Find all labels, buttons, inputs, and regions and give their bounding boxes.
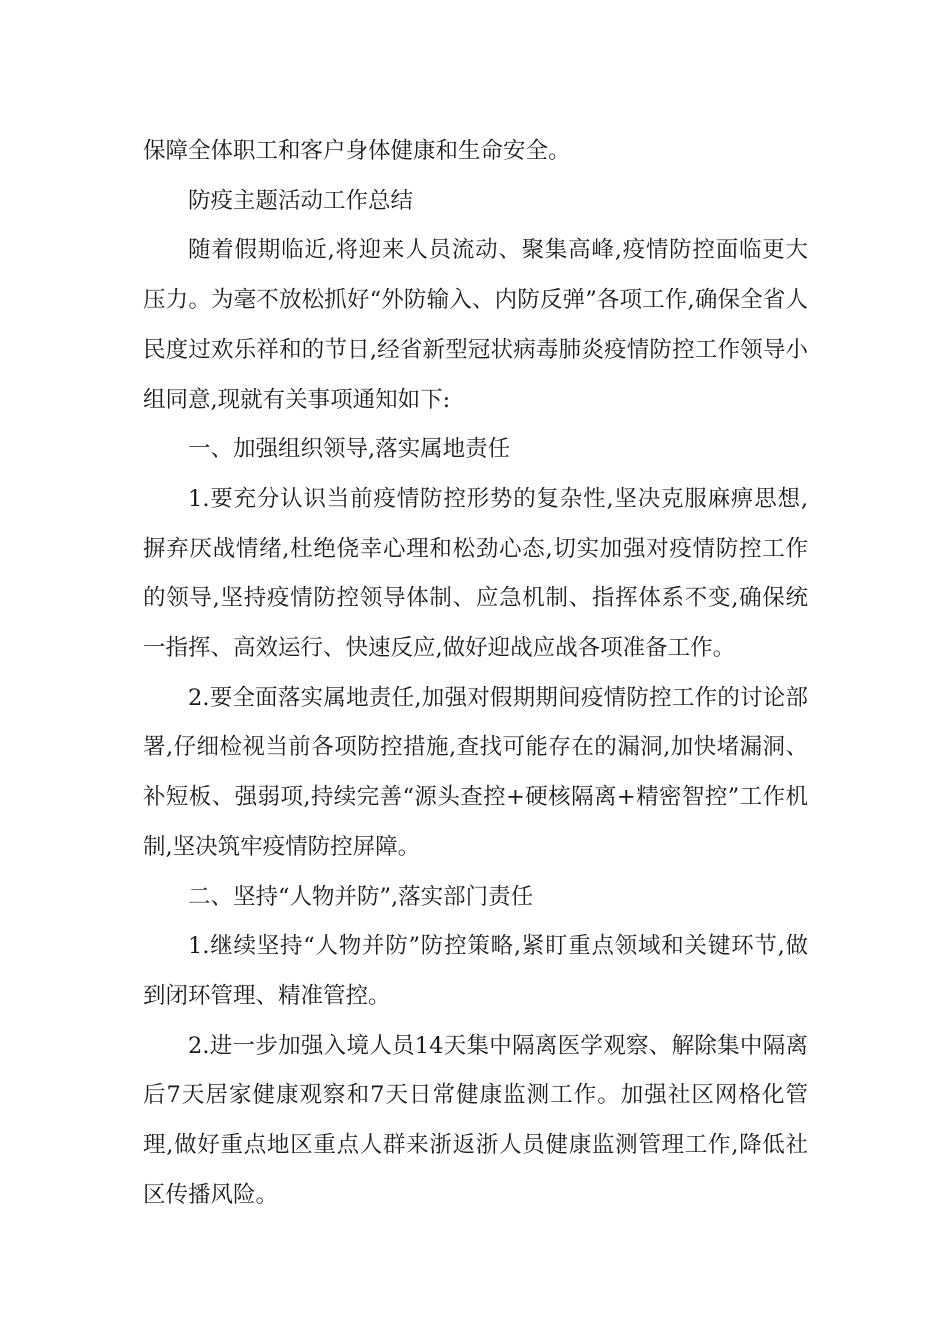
heading-section-2: 二、坚持“人物并防”,落实部门责任	[188, 883, 534, 910]
paragraph-section-2-item-2: 2.进一步加强入境人员14天集中隔离医学观察、解除集中隔离后7天居家健康观察和7天日常健康监测工作。加强社区网格化管理,做好重点地区重点人群来浙返浙人员健康监测管理工作,降低社区传播风险。	[143, 1032, 808, 1208]
heading-section-1: 一、加强组织领导,落实属地责任	[188, 436, 511, 463]
paragraph-section-2-item-1: 1.继续坚持“人物并防”防控策略,紧盯重点领域和关键环节,做到闭环管理、精准管控。	[143, 933, 808, 1009]
paragraph-intro: 随着假期临近,将迎来人员流动、聚集高峰,疫情防控面临更大压力。为毫不放松抓好“外防输入、内防反弹”各项工作,确保全省人民度过欢乐祥和的节日,经省新型冠状病毒肺炎疫情防控工作领导小组同意,现就有关事项通知如下:	[143, 237, 808, 413]
paragraph-section-1-item-2: 2.要全面落实属地责任,加强对假期期间疫情防控工作的讨论部署,仔细检视当前各项防控措施,查找可能存在的漏洞,加快堵漏洞、补短板、强弱项,持续完善“源头查控+硬核隔离+精密智控”工作机制,坚决筑牢疫情防控屏障。	[143, 684, 808, 860]
paragraph-section-1-item-1: 1.要充分认识当前疫情防控形势的复杂性,坚决克服麻痹思想,摒弃厌战情绪,杜绝侥幸心理和松劲心态,切实加强对疫情防控工作的领导,坚持疫情防控领导体制、应急机制、指挥体系不变,确保统一指挥、高效运行、快速反应,做好迎战应战各项准备工作。	[143, 485, 808, 662]
section-title: 防疫主题活动工作总结	[188, 187, 414, 214]
document-body	[143, 127, 808, 1220]
paragraph-continuation: 保障全体职工和客户身体健康和生命安全。	[143, 138, 571, 164]
